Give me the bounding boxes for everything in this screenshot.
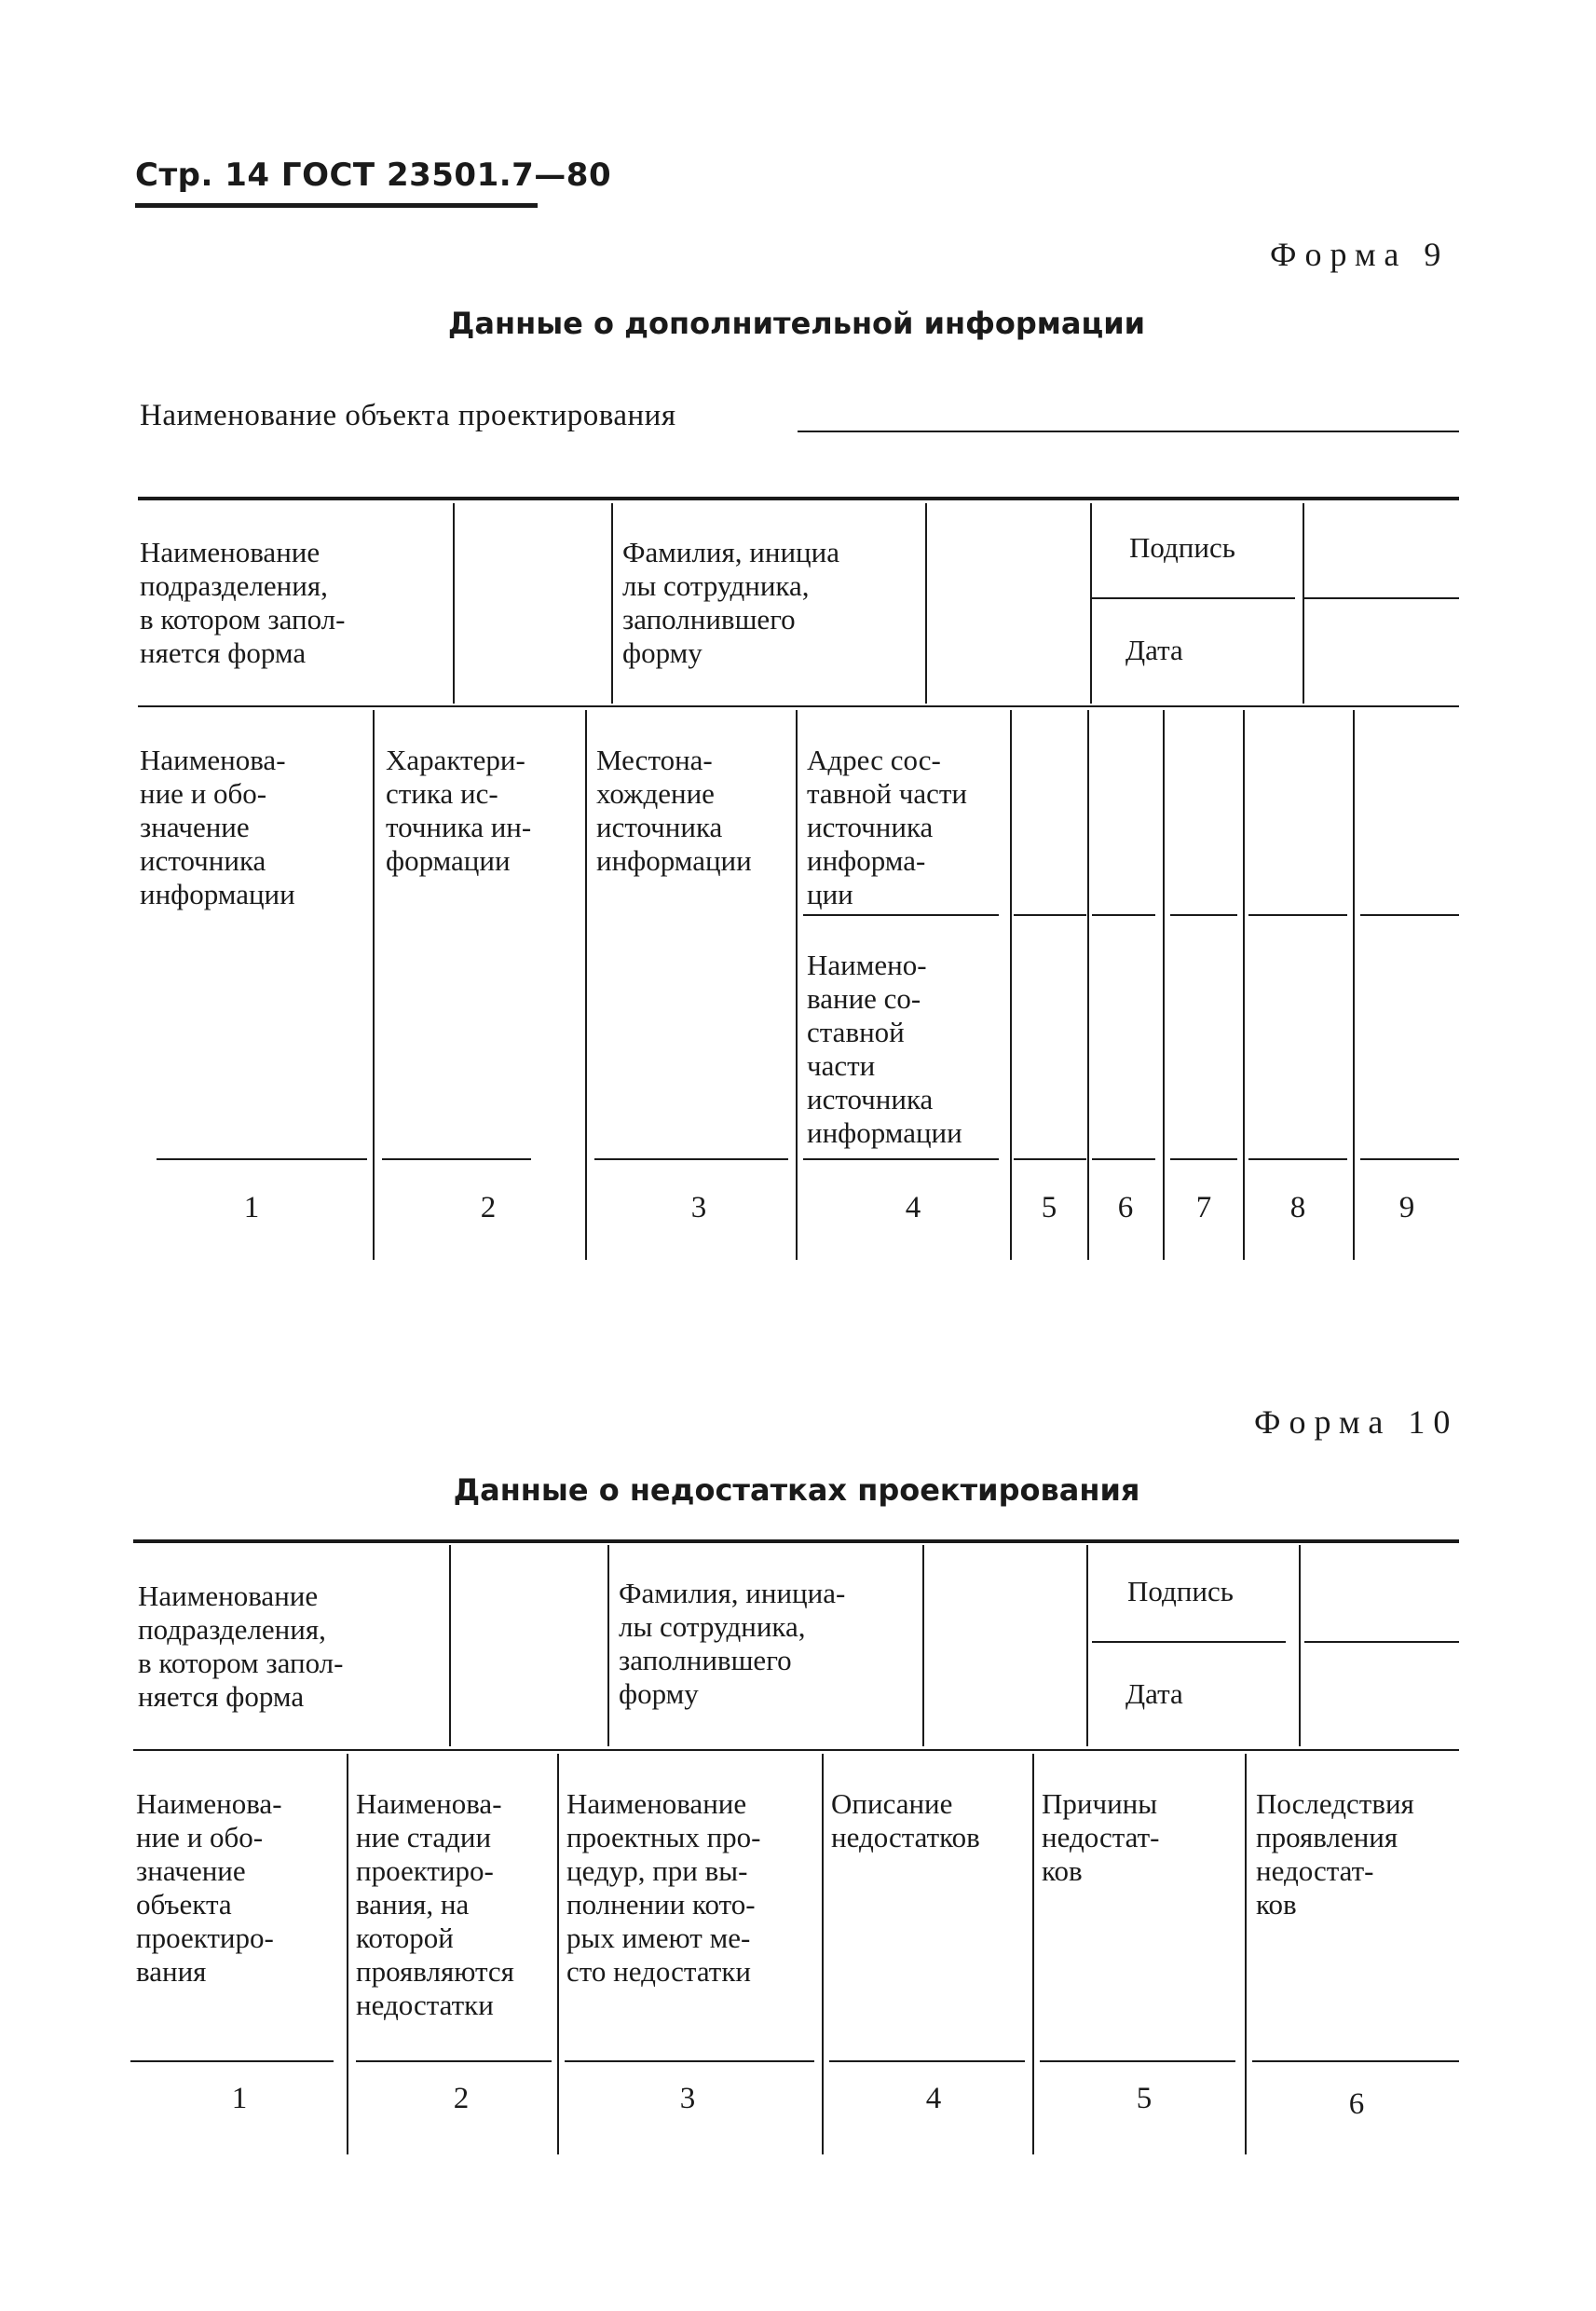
column-number: 3 <box>690 1191 707 1224</box>
table-divider <box>557 1754 559 2154</box>
column-number: 2 <box>480 1191 497 1224</box>
column-number: 1 <box>231 2082 248 2115</box>
table-divider <box>1243 710 1245 1260</box>
column-number: 5 <box>1041 1191 1057 1224</box>
column-header: Последствия проявления недостат- ков <box>1256 1787 1414 1921</box>
column-header: Адрес сос- тавной части источника информа- ции <box>807 744 967 910</box>
table-rule <box>1248 1158 1347 1160</box>
column-number: 4 <box>925 2082 942 2115</box>
table-divider <box>922 1545 924 1746</box>
column-number: 4 <box>905 1191 921 1224</box>
table-divider <box>607 1545 609 1746</box>
date-cell: Дата <box>1125 1677 1183 1710</box>
header-underline <box>135 203 538 208</box>
column-header: Причины недостат- ков <box>1042 1787 1160 1887</box>
object-name-label: Наименование объекта проектирования <box>140 399 676 432</box>
table-divider <box>1086 1545 1088 1746</box>
column-header: Наименова- ние и обо- значение объекта проектиро- вания <box>136 1787 282 1988</box>
column-header: Наименова- ние и обо- значение источника информации <box>140 744 295 910</box>
table-rule <box>1092 914 1155 916</box>
column-number: 3 <box>679 2082 696 2115</box>
table-divider <box>1163 710 1165 1260</box>
table-rule <box>1304 1641 1459 1643</box>
table-rule <box>382 1158 531 1160</box>
table-rule <box>1252 2060 1459 2062</box>
table-rule <box>138 705 1459 707</box>
table-rule <box>594 1158 788 1160</box>
table-rule <box>1304 597 1459 599</box>
table-divider <box>1090 503 1092 704</box>
table-rule <box>356 2060 552 2062</box>
table-rule <box>133 1749 1459 1751</box>
form9-label: Форма 9 <box>1270 236 1450 273</box>
table-divider <box>796 710 798 1260</box>
object-name-fill-line <box>798 431 1459 432</box>
table-divider <box>585 710 587 1260</box>
dept-name-cell: Наименование подразделения, в котором запол- няется форма <box>140 536 346 669</box>
form9-title: Данные о дополнительной информации <box>447 306 1146 341</box>
table-divider <box>453 503 455 704</box>
page-header: Стр. 14 ГОСТ 23501.7—80 <box>135 157 612 194</box>
signature-cell: Подпись <box>1127 1575 1234 1607</box>
table-rule <box>133 1539 1459 1543</box>
date-cell: Дата <box>1125 634 1183 666</box>
table-rule <box>565 2060 814 2062</box>
dept-name-cell: Наименование подразделения, в котором запол- няется форма <box>138 1579 344 1713</box>
table-rule <box>130 2060 334 2062</box>
table-rule <box>1170 1158 1237 1160</box>
column-header: Описание недостатков <box>831 1787 980 1853</box>
table-divider <box>347 1754 348 2154</box>
column-number: 5 <box>1136 2082 1153 2115</box>
table-rule <box>1014 914 1086 916</box>
table-rule <box>1092 1641 1286 1643</box>
table-divider <box>925 503 927 704</box>
table-rule <box>1092 1158 1155 1160</box>
form10-label: Форма 10 <box>1254 1403 1459 1441</box>
table-divider <box>822 1754 824 2154</box>
table-divider <box>1353 710 1355 1260</box>
column-header: Наименова- ние стадии проектиро- вания, на которой проявляются недостатки <box>356 1787 514 2021</box>
column-header-lower: Наимено- вание со- ставной части источника информации <box>807 949 962 1149</box>
table-divider <box>1245 1754 1247 2154</box>
table-rule <box>803 914 999 916</box>
table-rule <box>829 2060 1025 2062</box>
table-divider <box>1032 1754 1034 2154</box>
table-rule <box>138 497 1459 500</box>
table-rule <box>803 1158 999 1160</box>
table-divider <box>1087 710 1089 1260</box>
column-number: 6 <box>1348 2087 1365 2121</box>
column-number: 6 <box>1117 1191 1134 1224</box>
column-number: 9 <box>1398 1191 1415 1224</box>
signature-cell: Подпись <box>1129 531 1235 564</box>
table-divider <box>1303 503 1304 704</box>
column-number: 1 <box>243 1191 260 1224</box>
table-rule <box>1092 597 1295 599</box>
employee-name-cell: Фамилия, инициа лы сотрудника, заполнившего форму <box>622 536 839 669</box>
column-header: Наименование проектных про- цедур, при вы- полнении кото- рых имеют ме- сто недостатки <box>566 1787 761 1988</box>
column-number: 7 <box>1195 1191 1212 1224</box>
column-number: 2 <box>453 2082 470 2115</box>
table-divider <box>611 503 613 704</box>
table-rule <box>157 1158 367 1160</box>
table-divider <box>1010 710 1012 1260</box>
table-rule <box>1248 914 1347 916</box>
table-divider <box>373 710 375 1260</box>
table-rule <box>1360 914 1459 916</box>
table-rule <box>1014 1158 1086 1160</box>
table-rule <box>1360 1158 1459 1160</box>
column-number: 8 <box>1289 1191 1306 1224</box>
employee-name-cell: Фамилия, инициа- лы сотрудника, заполнившего форму <box>619 1577 846 1710</box>
table-rule <box>1040 2060 1235 2062</box>
table-divider <box>1299 1545 1301 1746</box>
table-rule <box>1170 914 1237 916</box>
table-divider <box>449 1545 451 1746</box>
form10-title: Данные о недостатках проектирования <box>453 1472 1140 1508</box>
column-header: Характери- стика ис- точника ин- формации <box>386 744 532 877</box>
column-header: Местона- хождение источника информации <box>596 744 752 877</box>
